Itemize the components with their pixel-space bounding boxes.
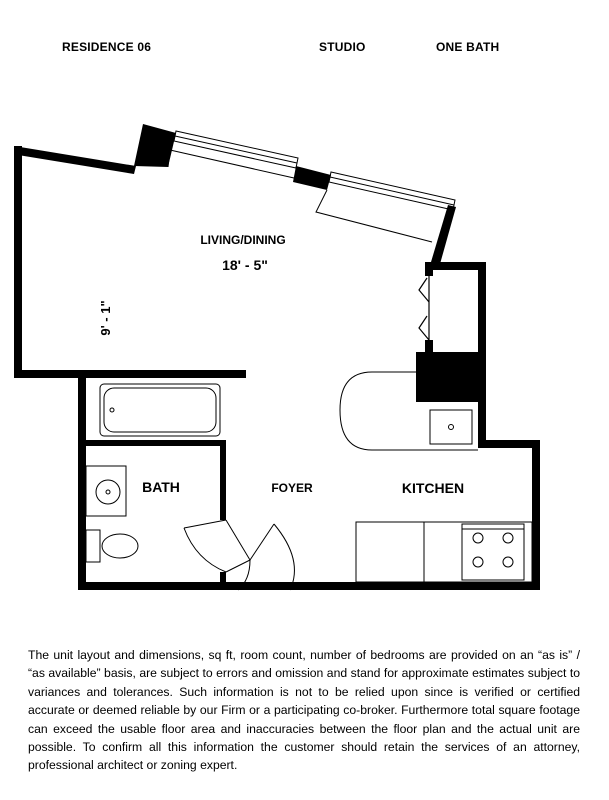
- residence-label: RESIDENCE 06: [62, 40, 152, 54]
- pier-closet-bottom: [416, 352, 478, 402]
- toilet-tank: [86, 530, 100, 562]
- wall-bath-top: [14, 370, 246, 378]
- doors: [184, 520, 294, 590]
- wall-closet-right: [478, 262, 486, 444]
- disclaimer-text: The unit layout and dimensions, sq ft, room count, number of bedrooms are provided on an “as is” / “as available” basis, are subject to errors and omission and stand for approximate estimates subject to variances and tolerances. Such information is not to be relied upon since is verified or certified accurate or deemed reliable by our Firm or a participating co-broker. Furthermore total square footage can exceed the usable floor area and inaccuracies between the floor plan and the actual unit are possible. To confirm all this information the customer should retain the services of an attorney, professional architect or zoning expert.: [28, 648, 580, 773]
- pier-left: [134, 124, 176, 167]
- wall-left-living: [14, 146, 22, 378]
- wall-closet-stub-low: [425, 340, 433, 354]
- windows: [168, 131, 455, 242]
- toilet-bowl: [102, 534, 138, 558]
- kitchen-stove: [462, 524, 524, 580]
- wall-closet-stub: [425, 262, 433, 276]
- foyer-label: FOYER: [271, 481, 313, 495]
- kitchen-counter: [356, 522, 532, 582]
- wall-right-slant: [431, 205, 456, 264]
- living-width-dimension: 18' - 5": [222, 257, 268, 273]
- wall-kitchen-right: [532, 440, 540, 590]
- bath-sink: [96, 480, 120, 504]
- kitchen-fixtures: [340, 372, 532, 582]
- wall-bath-right: [220, 440, 226, 520]
- bath-count-label: ONE BATH: [436, 40, 500, 54]
- kitchen-sink: [430, 410, 472, 444]
- wall-tub-partition: [84, 440, 222, 446]
- walls: [14, 124, 540, 590]
- wall-closet-top: [425, 262, 485, 270]
- pier-middle: [293, 166, 331, 190]
- wall-kitchen-top: [478, 440, 540, 448]
- living-label: LIVING/DINING: [200, 233, 286, 247]
- closet-doors: [419, 276, 429, 342]
- living-depth-dimension: 9' - 1": [98, 300, 113, 336]
- bathtub: [100, 384, 220, 436]
- unit-type-label: STUDIO: [319, 40, 366, 54]
- bath-fixtures: [86, 384, 220, 562]
- bath-label: BATH: [142, 479, 180, 495]
- wall-bottom: [78, 582, 540, 590]
- wall-bath-left: [78, 370, 86, 590]
- kitchen-label: KITCHEN: [401, 480, 465, 496]
- wall-bath-right-low: [220, 572, 226, 586]
- wall-top-left: [14, 146, 136, 174]
